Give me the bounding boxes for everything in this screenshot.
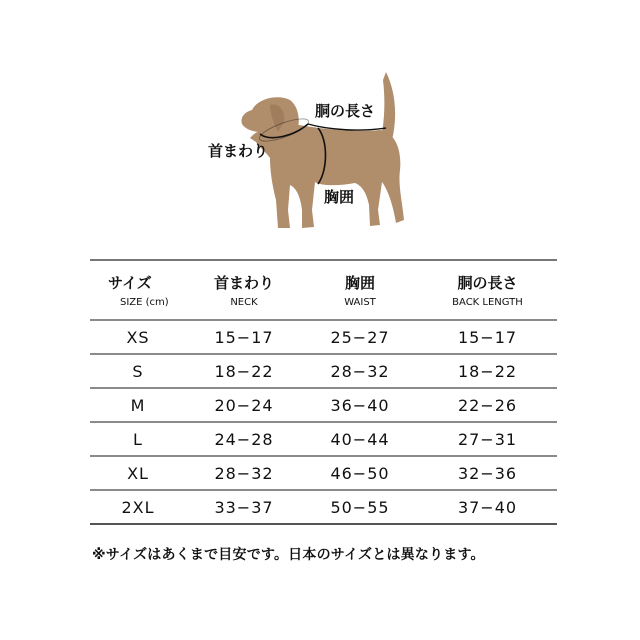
table-row bbox=[90, 421, 557, 455]
neck-label: 首まわり bbox=[208, 142, 269, 160]
header-waist-jp: 胸囲 bbox=[344, 274, 375, 292]
back-length-label: 胴の長さ bbox=[315, 102, 376, 120]
header-size-jp: サイズ bbox=[108, 274, 152, 292]
cell-size: L bbox=[133, 429, 143, 449]
cell-back: 18−22 bbox=[457, 361, 518, 381]
header-waist-en: WAIST bbox=[344, 297, 376, 308]
size-table bbox=[90, 259, 557, 525]
cell-waist: 25−27 bbox=[330, 327, 390, 347]
size-disclaimer-note: ※サイズはあくまで目安です。日本のサイズとは異なります。 bbox=[92, 547, 485, 563]
cell-waist: 28−32 bbox=[330, 361, 390, 381]
header-neck-jp: 首まわり bbox=[213, 274, 274, 292]
cell-back: 27−31 bbox=[457, 429, 518, 449]
header-back-length bbox=[418, 272, 557, 308]
cell-back: 22−26 bbox=[457, 395, 518, 415]
table-row bbox=[90, 387, 557, 421]
waist-label: 胸囲 bbox=[324, 188, 355, 206]
cell-waist: 46−50 bbox=[330, 463, 390, 483]
header-neck bbox=[186, 272, 302, 308]
cell-waist: 40−44 bbox=[330, 429, 390, 449]
table-row bbox=[90, 489, 557, 525]
cell-size: M bbox=[130, 395, 146, 415]
table-row bbox=[90, 319, 557, 353]
cell-neck: 18−22 bbox=[214, 361, 274, 381]
cell-neck: 20−24 bbox=[214, 395, 274, 415]
table-row bbox=[90, 455, 557, 489]
cell-size: S bbox=[132, 361, 144, 381]
header-waist bbox=[302, 272, 418, 308]
dog-measurement-diagram bbox=[190, 60, 430, 240]
header-size bbox=[90, 272, 186, 308]
cell-back: 15−17 bbox=[457, 327, 518, 347]
header-size-en: SIZE (cm) bbox=[120, 297, 169, 308]
cell-size: XS bbox=[126, 327, 150, 347]
table-row bbox=[90, 353, 557, 387]
cell-back: 37−40 bbox=[457, 497, 518, 517]
cell-size: XL bbox=[127, 463, 149, 483]
cell-neck: 28−32 bbox=[214, 463, 274, 483]
cell-neck: 15−17 bbox=[214, 327, 274, 347]
cell-back: 32−36 bbox=[457, 463, 518, 483]
cell-size: 2XL bbox=[121, 497, 155, 517]
header-neck-en: NECK bbox=[230, 297, 258, 308]
cell-waist: 36−40 bbox=[330, 395, 390, 415]
header-back-en: BACK LENGTH bbox=[452, 297, 523, 308]
header-back-jp: 胴の長さ bbox=[457, 274, 518, 292]
cell-waist: 50−55 bbox=[330, 497, 390, 517]
cell-neck: 33−37 bbox=[214, 497, 274, 517]
table-header-row bbox=[90, 259, 557, 319]
cell-neck: 24−28 bbox=[214, 429, 274, 449]
